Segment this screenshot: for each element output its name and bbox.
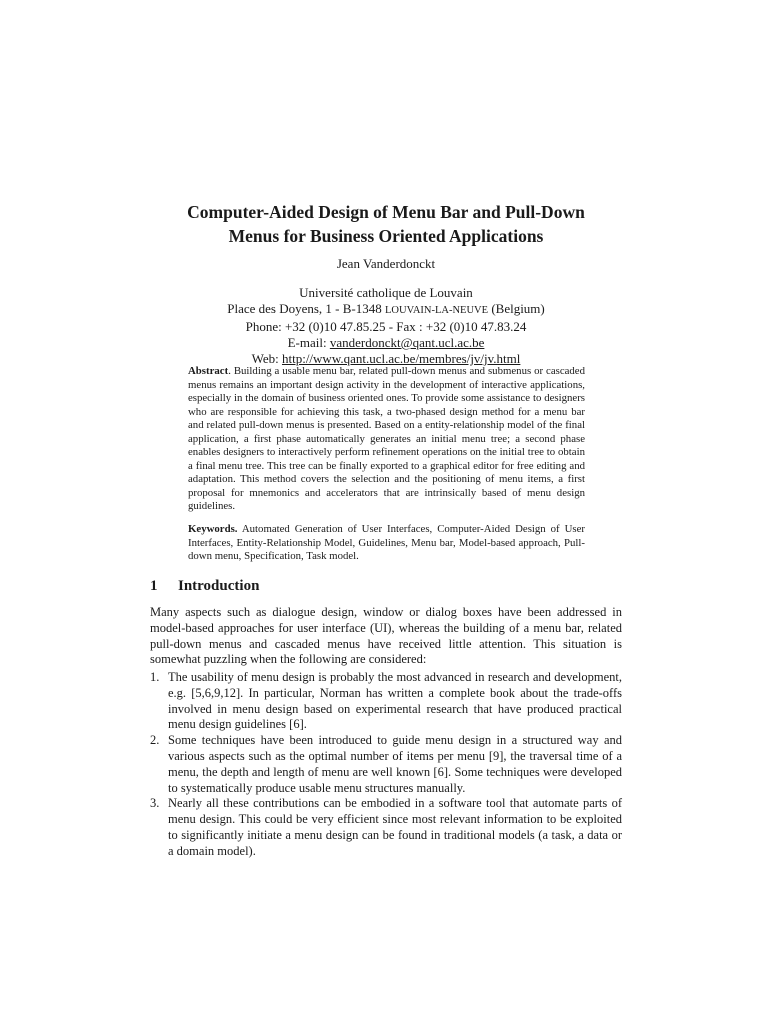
intro-paragraph: Many aspects such as dialogue design, window or dialog boxes have been addressed in model-based approaches for user interface (UI), whereas the building of a menu bar, related pull-down menus and cascaded menus have received little attention. This situation is somewhat puzzling when the following are considered: xyxy=(150,605,622,667)
title-line-2: Menus for Business Oriented Applications xyxy=(228,226,544,246)
email-link[interactable]: vanderdonckt@qant.ucl.ac.be xyxy=(329,335,485,350)
list-item-number: 2. xyxy=(150,733,160,748)
keywords-label: Keywords. xyxy=(188,523,238,535)
affiliation-block xyxy=(150,285,622,367)
list-item-text: Nearly all these contributions can be embodied in a software tool that automate parts of menu design. This could be very efficient since most relevant information to be exploited to significantly initiate a menu design can be found in traditional models (a task, a data or a domain model). xyxy=(168,796,622,858)
address-suffix: (Belgium) xyxy=(488,301,545,316)
numbered-list xyxy=(150,670,622,860)
paper-title xyxy=(150,200,622,248)
list-item xyxy=(150,796,622,859)
list-item-text: The usability of menu design is probably the most advanced in research and development, e.g. [5,6,9,12]. In particular, Norman has written a complete book about the trade-offs involved in menu design based on experimental research that have produced practical menu design guidelines [6]. xyxy=(168,670,622,732)
email-label: E-mail: xyxy=(287,335,330,350)
abstract-text: . Building a usable menu bar, related pull-down menus and submenus or cascaded menus remains an important design activity in the development of interactive applications, especially in the domain of business oriented ones. To provide some assistance to designers who are responsible for achieving this task, a two-phased design method for a menu bar and related pull-down menus is presented. Based on a entity-relationship model of the final application, a first phase automatically generates an initial menu tree; a second phase enables designers to interactively perform refinement operations on the initial tree to obtain a final menu tree. This tree can be finally exported to a graphical editor for free editing and adaptation. This method covers the selection and the positioning of menu items, a first proposal for mnemonics and accelerators that are intrinsically based of menu design guidelines. xyxy=(188,365,585,513)
section-number: 1 xyxy=(150,578,158,594)
abstract-label: Abstract xyxy=(188,365,229,377)
list-item-number: 1. xyxy=(150,670,160,684)
web-link[interactable]: http://www.qant.ucl.ac.be/membres/jv/jv.html xyxy=(281,351,521,366)
list-item xyxy=(150,670,622,733)
section-heading xyxy=(150,576,622,596)
address-city: LOUVAIN-LA-NEUVE xyxy=(385,305,489,316)
email-line xyxy=(150,335,622,351)
author-name: Jean Vanderdonckt xyxy=(336,256,436,271)
address-prefix: Place des Doyens, 1 - B-1348 xyxy=(227,301,386,316)
web-label: Web: xyxy=(251,351,282,366)
institution: Université catholique de Louvain xyxy=(299,285,473,300)
list-item-text: Some techniques have been introduced to guide menu design in a structured way and various aspects such as the optimal number of items per menu [9], the traversal time of a menu, the depth and length of menu are well known [6]. Some techniques were developed to systematically produce usable menu structures manually. xyxy=(168,733,622,795)
list-item xyxy=(150,733,622,796)
address xyxy=(150,301,622,319)
list-item-number: 3. xyxy=(150,796,160,811)
abstract xyxy=(188,365,585,514)
keywords xyxy=(188,523,585,564)
title-line-1: Computer-Aided Design of Menu Bar and Pull-Down xyxy=(187,202,585,222)
keywords-text: Automated Generation of User Interfaces, Computer-Aided Design of User Interfaces, Entity-Relationship Model, Guidelines, Menu bar, Model-based approach, Pull-down menu, Specification, Task model. xyxy=(188,523,585,563)
section-title: Introduction xyxy=(178,578,260,594)
phone-fax: Phone: +32 (0)10 47.85.25 - Fax : +32 (0)10 47.83.24 xyxy=(245,319,527,334)
